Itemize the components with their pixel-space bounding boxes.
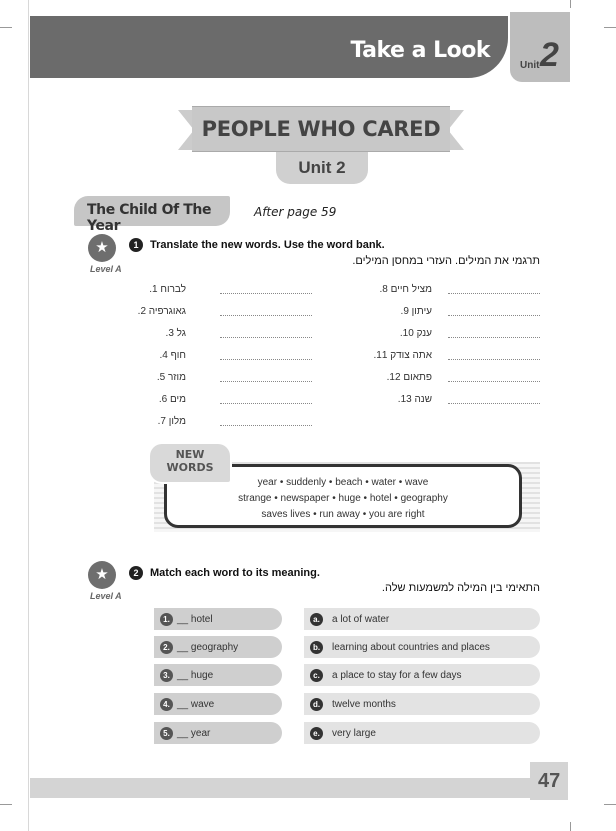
title-ribbon — [178, 104, 464, 154]
vocab-item-number: 1. — [149, 284, 158, 295]
unit-tab-label: Unit — [520, 60, 540, 71]
match-word[interactable] — [154, 608, 282, 630]
vocab-item-number: 10. — [399, 328, 414, 339]
answer-line[interactable] — [220, 337, 312, 338]
vocab-item-number: 8. — [379, 284, 388, 295]
crop-mark — [604, 27, 616, 28]
after-page-note: After page 59 — [254, 205, 337, 219]
vocab-item-word: שנה — [414, 394, 432, 405]
word-bank-line: year • suddenly • beach • water • wave — [257, 477, 429, 488]
vocab-item-word: מוזר — [167, 372, 186, 383]
exercise-instruction-hebrew: תרגמי את המילים. העזרי במחסן המילים. — [352, 255, 540, 267]
match-word[interactable] — [154, 664, 282, 686]
answer-line[interactable] — [448, 315, 540, 316]
vocab-item-word: גאוגרפיה — [148, 306, 186, 317]
match-word-number: 3. — [160, 669, 173, 682]
match-word-number: 5. — [160, 727, 173, 740]
vocab-item — [342, 372, 432, 383]
header-title: Take a Look — [350, 38, 490, 63]
vocab-item — [342, 306, 432, 317]
page-edge — [28, 0, 29, 831]
match-word-text: __ hotel — [177, 614, 213, 625]
vocab-item-number: 4. — [159, 350, 168, 361]
vocab-item — [96, 416, 186, 427]
vocab-item — [342, 284, 432, 295]
vocab-item-word: פתאום — [403, 372, 432, 383]
match-meaning[interactable] — [304, 608, 540, 630]
match-meaning[interactable] — [304, 693, 540, 715]
unit-tab-number: 2 — [540, 36, 559, 74]
crop-mark — [0, 27, 12, 28]
match-word-text: __ year — [177, 728, 211, 739]
exercise-number: 2 — [129, 566, 143, 580]
match-meaning-text: a place to stay for a few days — [332, 670, 462, 681]
vocab-item-word: חוף — [170, 350, 186, 361]
crop-mark — [570, 0, 571, 8]
match-meaning-letter: d. — [310, 698, 323, 711]
match-word-text: __ huge — [177, 670, 214, 681]
vocab-item-number: 2. — [137, 306, 146, 317]
lesson-unit: Unit 2 — [276, 152, 368, 184]
crop-mark — [570, 822, 571, 831]
match-meaning-text: very large — [332, 728, 376, 739]
vocab-item — [96, 394, 186, 405]
page-number: 47 — [538, 770, 561, 792]
answer-line[interactable] — [448, 381, 540, 382]
answer-line[interactable] — [448, 293, 540, 294]
answer-line[interactable] — [220, 293, 312, 294]
match-meaning-letter: a. — [310, 613, 323, 626]
exercise-number: 1 — [129, 238, 143, 252]
match-word-text: __ geography — [177, 642, 239, 653]
match-meaning-text: learning about countries and places — [332, 642, 490, 653]
match-word-number: 1. — [160, 613, 173, 626]
vocab-item-word: גל — [176, 328, 186, 339]
match-meaning-letter: c. — [310, 669, 323, 682]
match-word-number: 2. — [160, 641, 173, 654]
vocab-item-number: 7. — [157, 416, 166, 427]
match-word[interactable] — [154, 636, 282, 658]
new-words-tag-line2: WORDS — [166, 461, 214, 474]
vocab-item-number: 5. — [156, 372, 166, 383]
answer-line[interactable] — [220, 425, 312, 426]
match-meaning-text: a lot of water — [332, 614, 390, 625]
match-word[interactable] — [154, 722, 282, 744]
vocab-item-number: 11. — [373, 350, 388, 361]
crop-mark — [0, 804, 12, 805]
vocab-item-word: מלון — [168, 416, 186, 427]
vocab-item-word: לברוח — [160, 284, 186, 295]
match-word-text: __ wave — [177, 699, 215, 710]
vocab-item — [96, 306, 186, 317]
match-meaning[interactable] — [304, 722, 540, 744]
exercise-instruction: Match each word to its meaning. — [150, 567, 320, 579]
answer-line[interactable] — [220, 403, 312, 404]
lesson-title: PEOPLE WHO CARED — [201, 117, 441, 141]
ribbon-body — [192, 106, 450, 152]
vocab-item — [342, 328, 432, 339]
footer-bar — [30, 778, 566, 798]
vocab-item-word: עיתון — [411, 306, 432, 317]
answer-line[interactable] — [220, 359, 312, 360]
vocab-item — [342, 394, 432, 405]
vocab-item-number: 9. — [400, 306, 409, 317]
answer-line[interactable] — [448, 337, 540, 338]
match-word-number: 4. — [160, 698, 173, 711]
answer-line[interactable] — [220, 315, 312, 316]
crop-mark — [604, 804, 616, 805]
vocab-item-word: ענק — [416, 328, 432, 339]
section-title: The Child Of The Year — [74, 196, 230, 226]
match-meaning[interactable] — [304, 664, 540, 686]
match-meaning-letter: b. — [310, 641, 323, 654]
word-bank-line: strange • newspaper • huge • hotel • geography — [238, 493, 448, 504]
vocab-item-number: 12. — [386, 372, 401, 383]
vocab-item — [342, 350, 432, 361]
match-meaning-letter: e. — [310, 727, 323, 740]
vocab-item-word: מים — [169, 394, 186, 405]
word-bank-line: saves lives • run away • you are right — [261, 509, 425, 520]
vocab-item — [96, 350, 186, 361]
vocab-item — [96, 284, 186, 295]
vocab-item — [96, 328, 186, 339]
exercise-instruction: Translate the new words. Use the word bank. — [150, 239, 385, 251]
match-meaning-text: twelve months — [332, 699, 396, 710]
vocab-item — [96, 372, 186, 383]
vocab-item-number: 3. — [165, 328, 174, 339]
level-label: Level A — [90, 264, 122, 274]
vocab-item-word: מציל חיים — [390, 284, 432, 295]
star-icon: ★ — [88, 561, 116, 589]
vocab-item-number: 13. — [397, 394, 412, 405]
level-label: Level A — [90, 591, 122, 601]
exercise-instruction-hebrew: התאימי בין המילה למשמעות שלה. — [381, 582, 540, 594]
ribbon-tail-right — [448, 110, 464, 150]
match-word[interactable] — [154, 693, 282, 715]
answer-line[interactable] — [448, 403, 540, 404]
answer-line[interactable] — [220, 381, 312, 382]
answer-line[interactable] — [448, 359, 540, 360]
new-words-tag-line1: NEW — [175, 448, 205, 461]
star-icon: ★ — [88, 234, 116, 262]
vocab-item-word: אתה צודק — [390, 350, 432, 361]
match-meaning[interactable] — [304, 636, 540, 658]
vocab-item-number: 6. — [158, 394, 168, 405]
